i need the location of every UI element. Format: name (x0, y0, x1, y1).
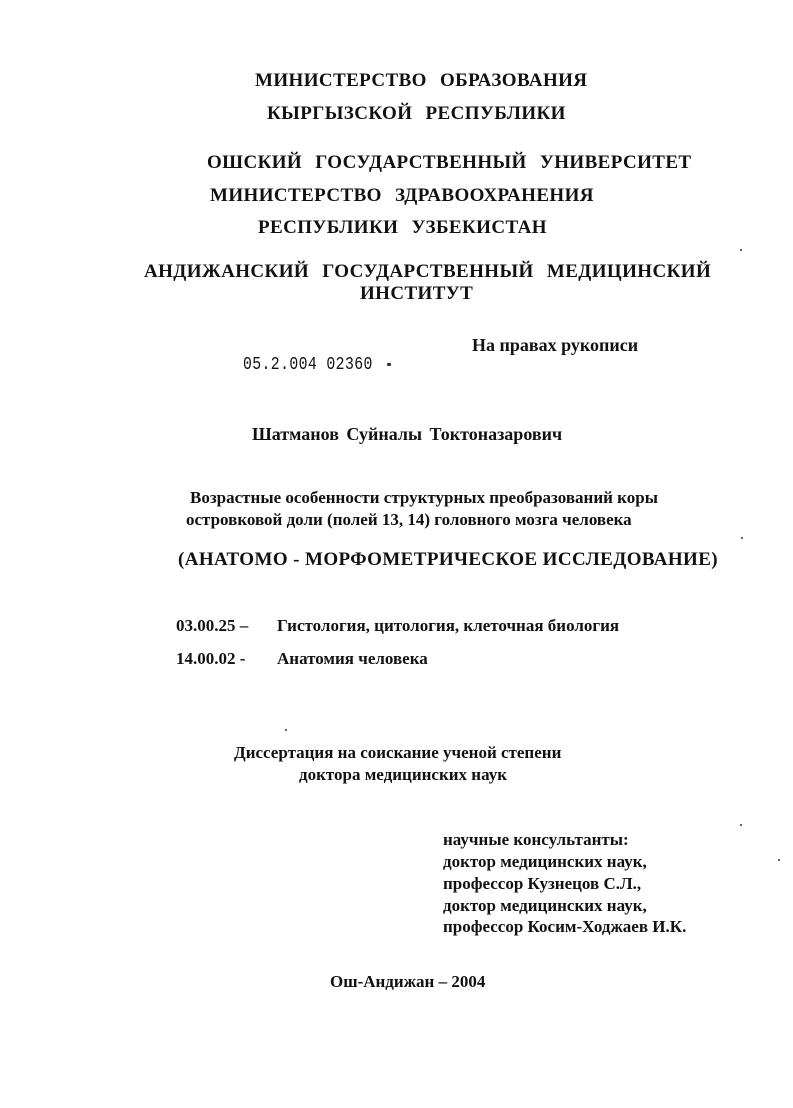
university-name: ОШСКИЙ ГОСУДАРСТВЕННЫЙ УНИВЕРСИТЕТ (207, 152, 692, 173)
ministry-kg-line1: МИНИСТЕРСТВО ОБРАЗОВАНИЯ (255, 70, 588, 91)
institute-line2: ИНСТИТУТ (360, 283, 474, 304)
rights-note: На правах рукописи (472, 335, 639, 355)
scan-speck (740, 249, 742, 251)
specialty-code-1: 03.00.25 – (176, 616, 249, 635)
consultant-line: доктор медицинских наук, (443, 852, 647, 871)
consultant-line: доктор медицинских наук, (443, 896, 647, 915)
dissertation-line2: доктора медицинских наук (299, 765, 508, 784)
place-year: Ош-Андижан – 2004 (330, 972, 486, 991)
scan-speck (285, 729, 287, 731)
ministry-uz-line2: РЕСПУБЛИКИ УЗБЕКИСТАН (258, 217, 547, 238)
catalog-stamp: 05.2.004 02360 (243, 355, 373, 375)
dissertation-line1: Диссертация на соискание ученой степени (234, 743, 562, 762)
title-subtitle: (АНАТОМО - МОРФОМЕТРИЧЕСКОЕ ИССЛЕДОВАНИЕ) (178, 549, 719, 570)
consultant-line: профессор Кузнецов С.Л., (443, 874, 642, 893)
author-name: Шатманов Суйналы Токтоназарович (252, 424, 563, 444)
stamp-mark (387, 363, 391, 366)
title-line1: Возрастные особенности структурных преобразований коры (190, 488, 658, 507)
title-line2: островковой доли (полей 13, 14) головного мозга человека (186, 510, 632, 529)
specialty-code-2: 14.00.02 - (176, 649, 246, 668)
scan-speck (778, 859, 780, 861)
ministry-uz-line1: МИНИСТЕРСТВО ЗДРАВООХРАНЕНИЯ (210, 185, 594, 206)
specialty-name-2: Анатомия человека (277, 649, 428, 668)
scan-speck (740, 824, 742, 826)
ministry-kg-line2: КЫРГЫЗСКОЙ РЕСПУБЛИКИ (267, 103, 566, 124)
consultants-heading: научные консультанты: (443, 830, 629, 849)
consultant-line: профессор Косим-Ходжаев И.К. (443, 917, 687, 936)
scan-speck (741, 537, 743, 539)
specialty-name-1: Гистология, цитология, клеточная биология (277, 616, 620, 635)
institute-line1: АНДИЖАНСКИЙ ГОСУДАРСТВЕННЫЙ МЕДИЦИНСКИЙ (144, 261, 712, 282)
